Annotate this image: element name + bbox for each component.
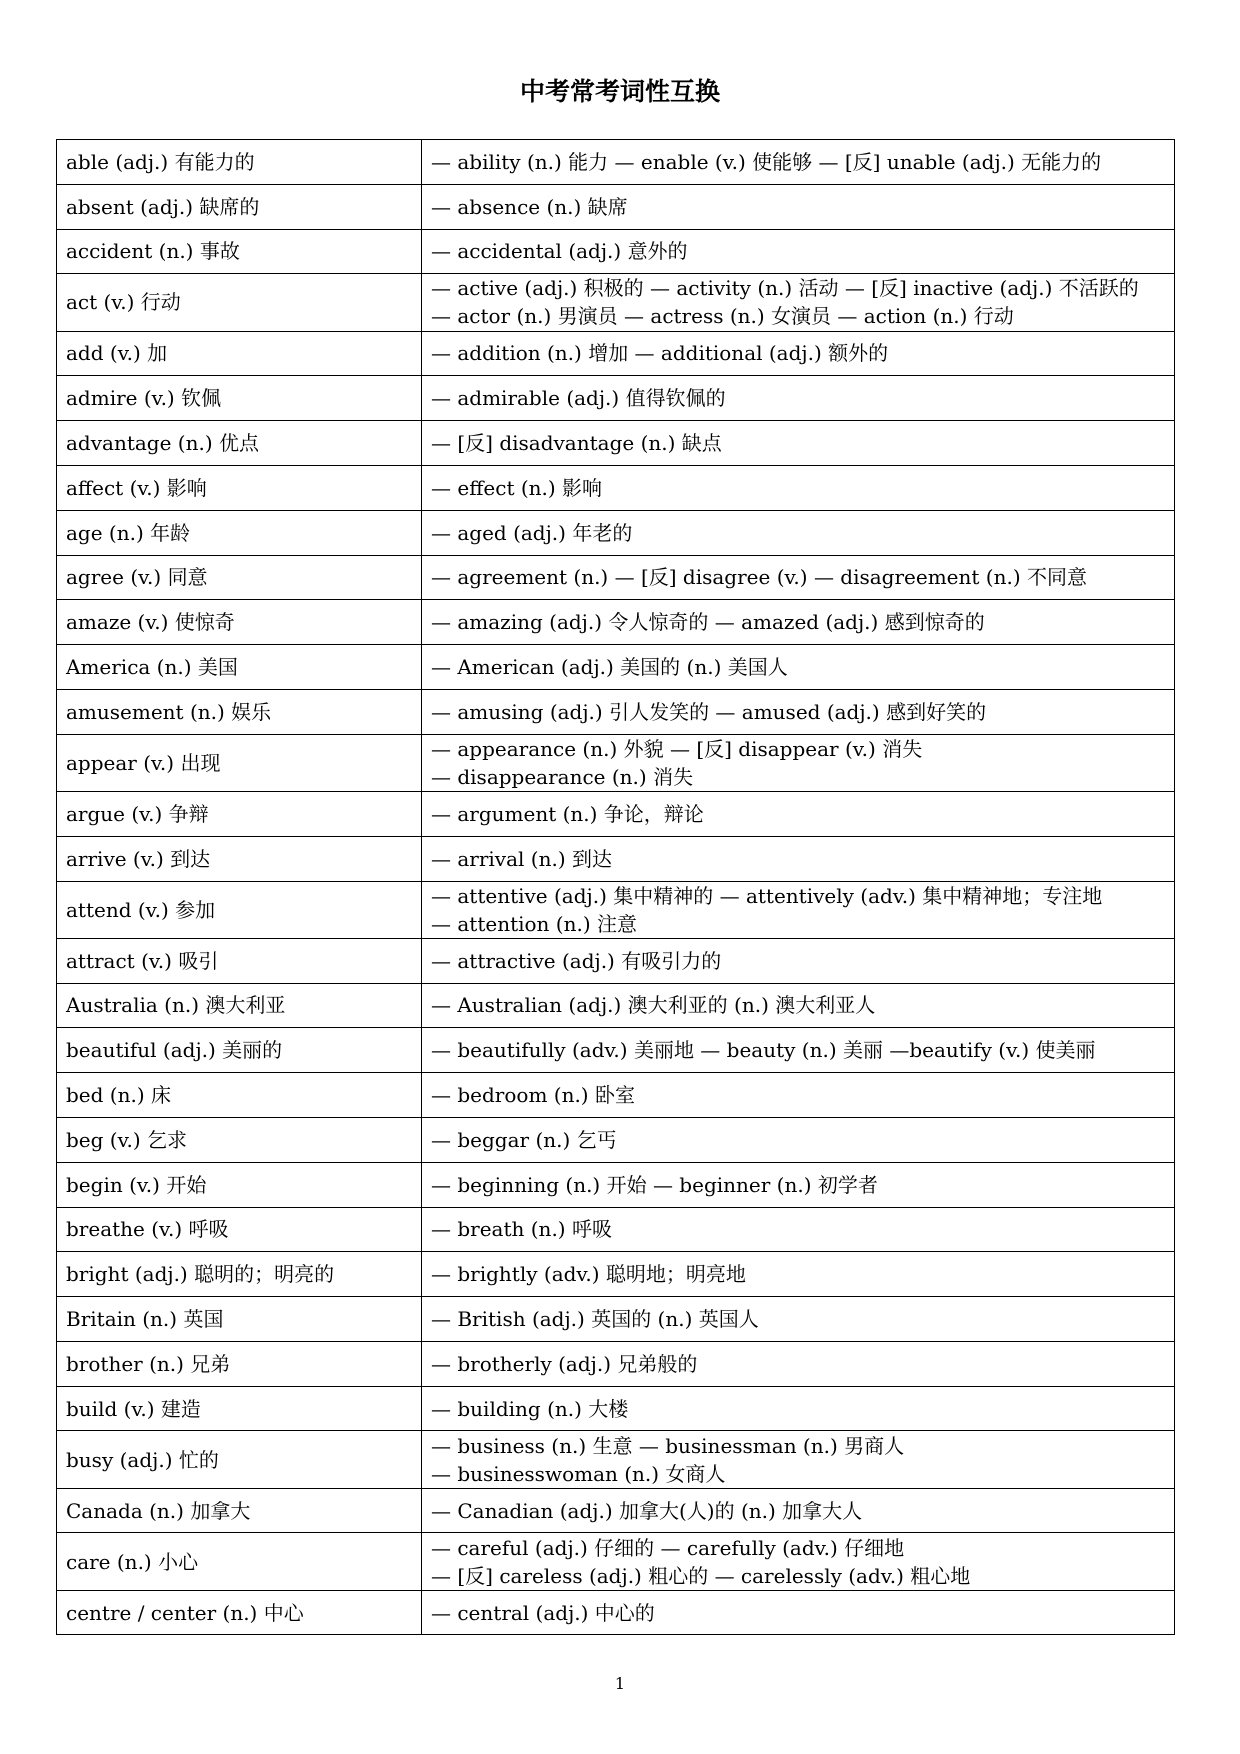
table-row bbox=[57, 1207, 1175, 1252]
derived-forms-cell bbox=[422, 421, 1175, 466]
derived-forms-cell bbox=[422, 1252, 1175, 1297]
derived-forms-cell bbox=[422, 1028, 1175, 1073]
headword-cell: care (n.) 小心 bbox=[57, 1533, 422, 1590]
table-row bbox=[57, 140, 1175, 185]
derived-forms-line: — [反] disadvantage (n.) 缺点 bbox=[431, 431, 722, 456]
derived-forms-line: — aged (adj.) 年老的 bbox=[431, 520, 633, 545]
derived-forms-line: — breath (n.) 呼吸 bbox=[431, 1217, 612, 1242]
derived-forms-line: — businesswoman (n.) 女商人 bbox=[431, 1461, 726, 1486]
derived-forms-cell bbox=[422, 184, 1175, 229]
table-row bbox=[57, 881, 1175, 938]
headword-cell: arrive (v.) 到达 bbox=[57, 836, 422, 881]
headword-cell: beg (v.) 乞求 bbox=[57, 1117, 422, 1162]
derived-forms-cell bbox=[422, 881, 1175, 938]
table-row bbox=[57, 555, 1175, 600]
table-row bbox=[57, 1533, 1175, 1590]
headword-cell: amusement (n.) 娱乐 bbox=[57, 689, 422, 734]
table-row bbox=[57, 983, 1175, 1028]
derived-forms-cell bbox=[422, 555, 1175, 600]
headword-cell: act (v.) 行动 bbox=[57, 274, 422, 331]
derived-forms-cell bbox=[422, 331, 1175, 376]
derived-forms-cell bbox=[422, 510, 1175, 555]
derived-forms-line: — arrival (n.) 到达 bbox=[431, 846, 612, 871]
derived-forms-line: — beggar (n.) 乞丐 bbox=[431, 1127, 617, 1152]
derived-forms-line: — addition (n.) 增加 — additional (adj.) 额外的 bbox=[431, 341, 889, 366]
derived-forms-cell bbox=[422, 1117, 1175, 1162]
derived-forms-cell bbox=[422, 836, 1175, 881]
derived-forms-cell bbox=[422, 983, 1175, 1028]
table-row bbox=[57, 1590, 1175, 1635]
derived-forms-line: — careful (adj.) 仔细的 — carefully (adv.) 仔细地 bbox=[431, 1535, 905, 1560]
derived-forms-cell bbox=[422, 791, 1175, 836]
table-row bbox=[57, 791, 1175, 836]
derived-forms-line: — amusing (adj.) 引人发笑的 — amused (adj.) 感到好笑的 bbox=[431, 699, 987, 724]
derived-forms-line: — central (adj.) 中心的 bbox=[431, 1600, 655, 1625]
table-row bbox=[57, 274, 1175, 331]
derived-forms-cell bbox=[422, 140, 1175, 185]
headword-cell: able (adj.) 有能力的 bbox=[57, 140, 422, 185]
derived-forms-line: — actor (n.) 男演员 — actress (n.) 女演员 — action (n.) 行动 bbox=[431, 304, 1014, 329]
table-row bbox=[57, 1297, 1175, 1342]
headword-cell: amaze (v.) 使惊奇 bbox=[57, 600, 422, 645]
vocabulary-table bbox=[56, 139, 1175, 1635]
table-row bbox=[57, 1073, 1175, 1118]
page-title: 中考常考词性互换 bbox=[519, 77, 720, 106]
derived-forms-line: — effect (n.) 影响 bbox=[431, 475, 603, 500]
headword-cell: appear (v.) 出现 bbox=[57, 734, 422, 791]
table-row bbox=[57, 1431, 1175, 1488]
derived-forms-line: — disappearance (n.) 消失 bbox=[431, 764, 694, 789]
table-row bbox=[57, 465, 1175, 510]
derived-forms-cell bbox=[422, 1431, 1175, 1488]
table-row bbox=[57, 184, 1175, 229]
table-row bbox=[57, 1252, 1175, 1297]
derived-forms-cell bbox=[422, 1073, 1175, 1118]
table-row bbox=[57, 229, 1175, 274]
derived-forms-cell bbox=[422, 229, 1175, 274]
headword-cell: America (n.) 美国 bbox=[57, 645, 422, 690]
headword-cell: centre / center (n.) 中心 bbox=[57, 1590, 422, 1635]
derived-forms-line: — brotherly (adj.) 兄弟般的 bbox=[431, 1351, 698, 1376]
derived-forms-line: — beautifully (adv.) 美丽地 — beauty (n.) 美丽 —beautify (v.) 使美丽 bbox=[431, 1038, 1096, 1063]
headword-cell: agree (v.) 同意 bbox=[57, 555, 422, 600]
table-row bbox=[57, 645, 1175, 690]
table-row bbox=[57, 734, 1175, 791]
headword-cell: Canada (n.) 加拿大 bbox=[57, 1488, 422, 1533]
table-row bbox=[57, 938, 1175, 983]
table-row bbox=[57, 1341, 1175, 1386]
derived-forms-line: — appearance (n.) 外貌 — [反] disappear (v.) 消失 bbox=[431, 736, 923, 761]
headword-cell: admire (v.) 钦佩 bbox=[57, 376, 422, 421]
headword-cell: Britain (n.) 英国 bbox=[57, 1297, 422, 1342]
table-row bbox=[57, 1162, 1175, 1207]
derived-forms-cell bbox=[422, 734, 1175, 791]
derived-forms-line: — amazing (adj.) 令人惊奇的 — amazed (adj.) 感到惊奇的 bbox=[431, 610, 985, 635]
headword-cell: build (v.) 建造 bbox=[57, 1386, 422, 1431]
headword-cell: brother (n.) 兄弟 bbox=[57, 1341, 422, 1386]
headword-cell: busy (adj.) 忙的 bbox=[57, 1431, 422, 1488]
derived-forms-line: — [反] careless (adj.) 粗心的 — carelessly (adv.) 粗心地 bbox=[431, 1563, 971, 1588]
derived-forms-cell bbox=[422, 1297, 1175, 1342]
headword-cell: bed (n.) 床 bbox=[57, 1073, 422, 1118]
derived-forms-cell bbox=[422, 1488, 1175, 1533]
headword-cell: affect (v.) 影响 bbox=[57, 465, 422, 510]
table-row bbox=[57, 836, 1175, 881]
headword-cell: advantage (n.) 优点 bbox=[57, 421, 422, 466]
table-row bbox=[57, 376, 1175, 421]
derived-forms-cell bbox=[422, 1386, 1175, 1431]
derived-forms-line: — building (n.) 大楼 bbox=[431, 1396, 629, 1421]
headword-cell: add (v.) 加 bbox=[57, 331, 422, 376]
derived-forms-cell bbox=[422, 1162, 1175, 1207]
headword-cell: breathe (v.) 呼吸 bbox=[57, 1207, 422, 1252]
table-row bbox=[57, 1488, 1175, 1533]
table-row bbox=[57, 331, 1175, 376]
derived-forms-cell bbox=[422, 1590, 1175, 1635]
table-row bbox=[57, 1117, 1175, 1162]
derived-forms-line: — Australian (adj.) 澳大利亚的 (n.) 澳大利亚人 bbox=[431, 993, 876, 1018]
page-number: 1 bbox=[614, 1674, 626, 1693]
derived-forms-line: — accidental (adj.) 意外的 bbox=[431, 239, 688, 264]
derived-forms-cell bbox=[422, 465, 1175, 510]
headword-cell: bright (adj.) 聪明的；明亮的 bbox=[57, 1252, 422, 1297]
derived-forms-line: — British (adj.) 英国的 (n.) 英国人 bbox=[431, 1306, 759, 1331]
derived-forms-line: — bedroom (n.) 卧室 bbox=[431, 1083, 635, 1107]
derived-forms-line: — agreement (n.) — [反] disagree (v.) — disagreement (n.) 不同意 bbox=[431, 565, 1087, 590]
derived-forms-line: — argument (n.) 争论，辩论 bbox=[431, 801, 704, 826]
table-row bbox=[57, 1386, 1175, 1431]
derived-forms-cell bbox=[422, 689, 1175, 734]
table-row bbox=[57, 1028, 1175, 1073]
derived-forms-line: — attractive (adj.) 有吸引力的 bbox=[431, 948, 722, 973]
derived-forms-line: — American (adj.) 美国的 (n.) 美国人 bbox=[431, 655, 788, 680]
derived-forms-cell bbox=[422, 1341, 1175, 1386]
derived-forms-cell bbox=[422, 274, 1175, 331]
headword-cell: argue (v.) 争辩 bbox=[57, 791, 422, 836]
headword-cell: Australia (n.) 澳大利亚 bbox=[57, 983, 422, 1028]
derived-forms-line: — admirable (adj.) 值得钦佩的 bbox=[431, 386, 726, 411]
derived-forms-line: — absence (n.) 缺席 bbox=[431, 194, 628, 219]
derived-forms-cell bbox=[422, 1533, 1175, 1590]
headword-cell: begin (v.) 开始 bbox=[57, 1162, 422, 1207]
derived-forms-cell bbox=[422, 645, 1175, 690]
table-row bbox=[57, 510, 1175, 555]
table-row bbox=[57, 689, 1175, 734]
derived-forms-line: — attentive (adj.) 集中精神的 — attentively (adv.) 集中精神地；专注地 bbox=[431, 883, 1103, 908]
table-row bbox=[57, 421, 1175, 466]
derived-forms-cell bbox=[422, 376, 1175, 421]
derived-forms-line: — ability (n.) 能力 — enable (v.) 使能够 — [反] unable (adj.) 无能力的 bbox=[431, 149, 1102, 174]
headword-cell: attend (v.) 参加 bbox=[57, 881, 422, 938]
table-row bbox=[57, 600, 1175, 645]
derived-forms-line: — brightly (adv.) 聪明地；明亮地 bbox=[431, 1262, 746, 1287]
derived-forms-line: — business (n.) 生意 — businessman (n.) 男商人 bbox=[431, 1433, 905, 1458]
derived-forms-cell bbox=[422, 1207, 1175, 1252]
derived-forms-line: — beginning (n.) 开始 — beginner (n.) 初学者 bbox=[431, 1172, 878, 1197]
headword-cell: beautiful (adj.) 美丽的 bbox=[57, 1028, 422, 1073]
derived-forms-line: — Canadian (adj.) 加拿大(人)的 (n.) 加拿大人 bbox=[431, 1498, 863, 1523]
derived-forms-line: — attention (n.) 注意 bbox=[431, 911, 637, 936]
headword-cell: age (n.) 年龄 bbox=[57, 510, 422, 555]
derived-forms-cell bbox=[422, 600, 1175, 645]
derived-forms-line: — active (adj.) 积极的 — activity (n.) 活动 — [反] inactive (adj.) 不活跃的 bbox=[431, 276, 1139, 301]
headword-cell: accident (n.) 事故 bbox=[57, 229, 422, 274]
vocabulary-table-body bbox=[57, 140, 1175, 1635]
headword-cell: attract (v.) 吸引 bbox=[57, 938, 422, 983]
headword-cell: absent (adj.) 缺席的 bbox=[57, 184, 422, 229]
derived-forms-cell bbox=[422, 938, 1175, 983]
